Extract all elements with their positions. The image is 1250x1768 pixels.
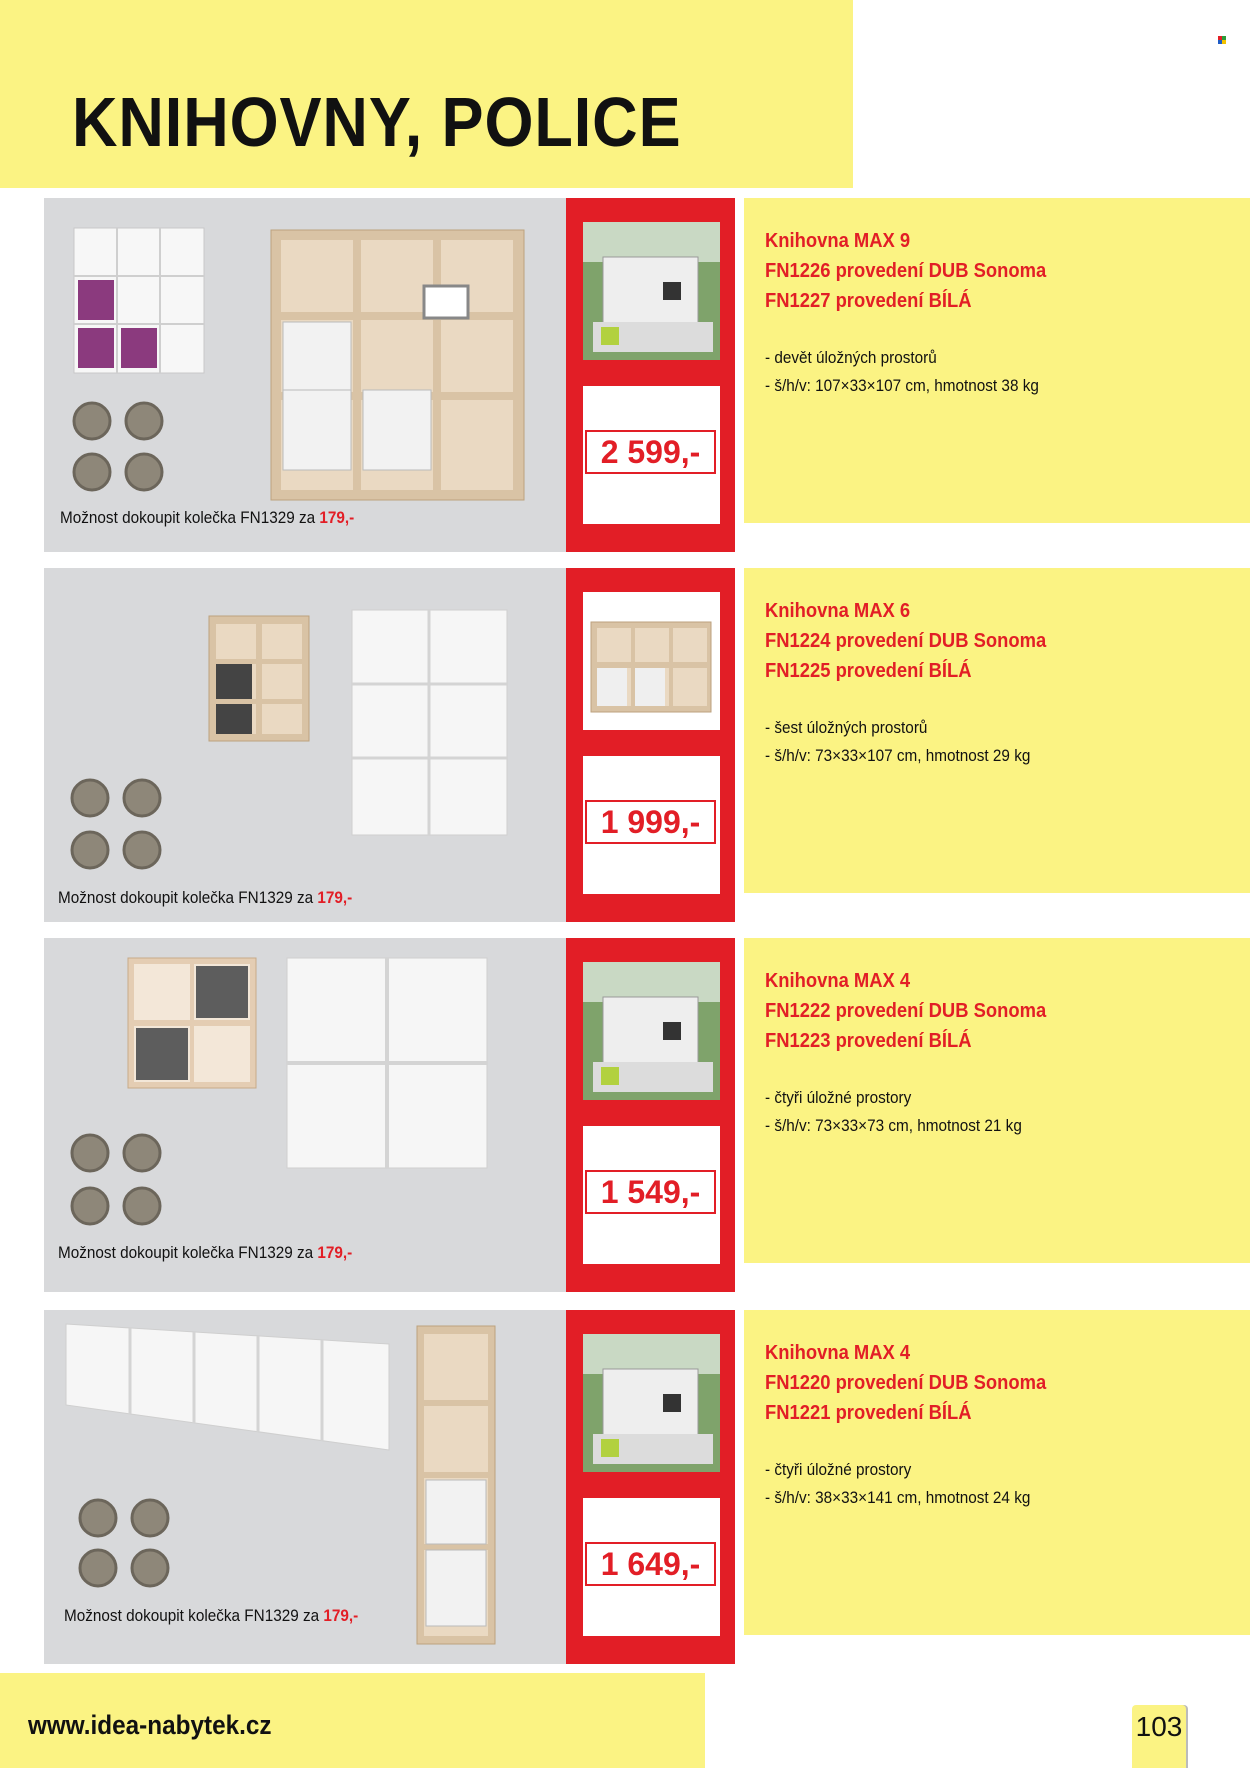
product-row-max4-square xyxy=(44,938,1250,1292)
caster-offer-note: Možnost dokoupit kolečka FN1329 za 179,- xyxy=(64,1606,359,1625)
bookshelf-photo xyxy=(44,568,566,922)
spec-dimensions: - š/h/v: 107×33×107 cm, hmotnost 38 kg xyxy=(765,376,1039,395)
caster-wheel-icon xyxy=(72,1135,160,1224)
room-scene-thumbnail xyxy=(583,962,720,1100)
price-card xyxy=(583,1498,720,1636)
website-link[interactable]: www.idea-nabytek.cz xyxy=(28,1710,272,1740)
spec-dimensions: - š/h/v: 73×33×107 cm, hmotnost 29 kg xyxy=(765,746,1031,765)
product-photo-area xyxy=(44,198,566,552)
variant-oak: FN1224 provedení DUB Sonoma xyxy=(765,630,1047,652)
page-number: 103 xyxy=(1132,1705,1186,1768)
variant-white: FN1227 provedení BÍLÁ xyxy=(765,290,972,312)
product-row-max6 xyxy=(44,568,1250,922)
product-photo-area xyxy=(44,938,566,1292)
price-column xyxy=(566,938,735,1292)
price-card xyxy=(583,386,720,524)
product-photo-area xyxy=(44,1310,566,1664)
spec-storage: - devět úložných prostorů xyxy=(765,348,937,367)
product-name: Knihovna MAX 6 xyxy=(765,600,911,622)
variant-oak: FN1220 provedení DUB Sonoma xyxy=(765,1372,1047,1394)
caster-offer-note: Možnost dokoupit kolečka FN1329 za 179,- xyxy=(58,888,353,907)
bookshelf-photo xyxy=(44,198,566,552)
caster-wheel-icon xyxy=(72,780,160,868)
product-name: Knihovna MAX 4 xyxy=(765,1342,911,1364)
spec-dimensions: - š/h/v: 38×33×141 cm, hmotnost 24 kg xyxy=(765,1488,1031,1507)
caster-offer-note: Možnost dokoupit kolečka FN1329 za 179,- xyxy=(58,1243,353,1262)
spec-storage: - čtyři úložné prostory xyxy=(765,1088,912,1107)
idea-logo-icon xyxy=(1218,36,1226,44)
product-photo-area xyxy=(44,568,566,922)
spec-storage: - čtyři úložné prostory xyxy=(765,1460,912,1479)
variant-white: FN1221 provedení BÍLÁ xyxy=(765,1402,972,1424)
variant-oak: FN1222 provedení DUB Sonoma xyxy=(765,1000,1047,1022)
variant-white: FN1225 provedení BÍLÁ xyxy=(765,660,972,682)
page-title: KNIHOVNY, POLICE xyxy=(72,83,682,161)
product-thumbnail xyxy=(583,592,720,730)
product-info xyxy=(744,938,1250,1263)
price-tag: 1 649,- xyxy=(585,1542,716,1586)
price-column xyxy=(566,198,735,552)
spec-dimensions: - š/h/v: 73×33×73 cm, hmotnost 21 kg xyxy=(765,1116,1022,1135)
product-name: Knihovna MAX 9 xyxy=(765,230,911,252)
product-row-max9 xyxy=(44,198,1250,552)
product-info xyxy=(744,1310,1250,1635)
caster-wheel-icon xyxy=(74,403,162,490)
price-tag: 1 999,- xyxy=(585,800,716,844)
product-info xyxy=(744,568,1250,893)
spec-storage: - šest úložných prostorů xyxy=(765,718,928,737)
variant-white: FN1223 provedení BÍLÁ xyxy=(765,1030,972,1052)
caster-offer-note: Možnost dokoupit kolečka FN1329 za 179,- xyxy=(60,508,355,527)
price-card xyxy=(583,1126,720,1264)
price-column xyxy=(566,568,735,922)
price-card xyxy=(583,756,720,894)
product-row-max4-tall xyxy=(44,1310,1250,1664)
product-info xyxy=(744,198,1250,523)
price-tag: 2 599,- xyxy=(585,430,716,474)
price-column xyxy=(566,1310,735,1664)
room-scene-thumbnail xyxy=(583,222,720,360)
bookshelf-photo xyxy=(44,938,566,1292)
room-scene-thumbnail xyxy=(583,1334,720,1472)
variant-oak: FN1226 provedení DUB Sonoma xyxy=(765,260,1047,282)
product-name: Knihovna MAX 4 xyxy=(765,970,911,992)
caster-wheel-icon xyxy=(80,1500,168,1586)
price-tag: 1 549,- xyxy=(585,1170,716,1214)
